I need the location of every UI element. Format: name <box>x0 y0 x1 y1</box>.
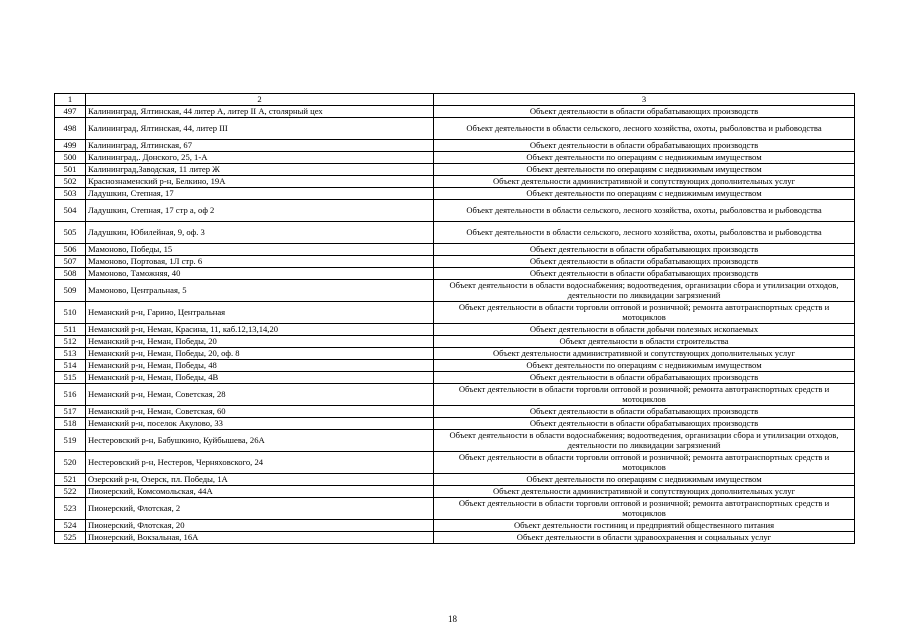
row-number: 501 <box>55 164 86 176</box>
column-header: 3 <box>434 94 855 106</box>
row-address: Неманский р-н, Гарино, Центральная <box>86 302 434 324</box>
table-row <box>55 164 855 176</box>
table-row <box>55 200 855 222</box>
row-number: 498 <box>55 118 86 140</box>
row-number: 512 <box>55 336 86 348</box>
row-activity: Объект деятельности в области сельского, лесного хозяйства, охоты, рыболовства и рыбоводства <box>434 200 855 222</box>
row-address: Калининград, Ялтинская, 44 литер А, литер II А, столярный цех <box>86 106 434 118</box>
row-number: 506 <box>55 244 86 256</box>
row-activity: Объект деятельности в области обрабатывающих производств <box>434 418 855 430</box>
row-address: Пионерский, Комсомольская, 44А <box>86 486 434 498</box>
row-activity: Объект деятельности по операциям с недвижимым имуществом <box>434 188 855 200</box>
column-header: 2 <box>86 94 434 106</box>
table-row <box>55 324 855 336</box>
row-address: Краснознаменский р-н, Белкино, 19А <box>86 176 434 188</box>
row-number: 503 <box>55 188 86 200</box>
table-row <box>55 302 855 324</box>
row-activity: Объект деятельности в области сельского, лесного хозяйства, охоты, рыболовства и рыбоводства <box>434 222 855 244</box>
table-row <box>55 268 855 280</box>
row-activity: Объект деятельности в области сельского, лесного хозяйства, охоты, рыболовства и рыбоводства <box>434 118 855 140</box>
row-number: 509 <box>55 280 86 302</box>
row-activity: Объект деятельности в области обрабатывающих производств <box>434 244 855 256</box>
table-row <box>55 406 855 418</box>
row-number: 513 <box>55 348 86 360</box>
row-number: 525 <box>55 532 86 544</box>
row-number: 508 <box>55 268 86 280</box>
row-activity: Объект деятельности в области обрабатывающих производств <box>434 372 855 384</box>
row-activity: Объект деятельности в области торговли оптовой и розничной; ремонта автотранспортных средств и мотоциклов <box>434 498 855 520</box>
row-activity: Объект деятельности в области торговли оптовой и розничной; ремонта автотранспортных средств и мотоциклов <box>434 384 855 406</box>
row-number: 517 <box>55 406 86 418</box>
row-number: 514 <box>55 360 86 372</box>
table-row <box>55 280 855 302</box>
table-row <box>55 152 855 164</box>
row-number: 520 <box>55 452 86 474</box>
row-address: Мамоново, Портовая, 1Л стр. 6 <box>86 256 434 268</box>
row-number: 500 <box>55 152 86 164</box>
row-number: 521 <box>55 474 86 486</box>
row-address: Неманский р-н, Неман, Победы, 20, оф. 8 <box>86 348 434 360</box>
row-address: Мамоново, Центральная, 5 <box>86 280 434 302</box>
row-activity: Объект деятельности в области обрабатывающих производств <box>434 406 855 418</box>
row-address: Калининград,. Донского, 25, 1-А <box>86 152 434 164</box>
row-number: 522 <box>55 486 86 498</box>
table-row <box>55 188 855 200</box>
table-row <box>55 384 855 406</box>
row-address: Неманский р-н, Неман, Советская, 28 <box>86 384 434 406</box>
row-number: 516 <box>55 384 86 406</box>
row-address: Ладушкин, Степная, 17 <box>86 188 434 200</box>
table-row <box>55 486 855 498</box>
table-row <box>55 106 855 118</box>
row-number: 515 <box>55 372 86 384</box>
table-row <box>55 222 855 244</box>
row-address: Пионерский, Флотская, 2 <box>86 498 434 520</box>
table-row <box>55 430 855 452</box>
row-address: Нестеровский р-н, Бабушкино, Куйбышева, 26А <box>86 430 434 452</box>
row-number: 519 <box>55 430 86 452</box>
row-activity: Объект деятельности по операциям с недвижимым имуществом <box>434 164 855 176</box>
table-row <box>55 140 855 152</box>
row-activity: Объект деятельности в области строительства <box>434 336 855 348</box>
table-row <box>55 336 855 348</box>
row-number: 507 <box>55 256 86 268</box>
row-activity: Объект деятельности по операциям с недвижимым имуществом <box>434 152 855 164</box>
row-number: 497 <box>55 106 86 118</box>
row-address: Неманский р-н, поселок Акулово, 33 <box>86 418 434 430</box>
row-activity: Объект деятельности в области торговли оптовой и розничной; ремонта автотранспортных средств и мотоциклов <box>434 452 855 474</box>
row-number: 505 <box>55 222 86 244</box>
table-row <box>55 256 855 268</box>
row-address: Пионерский, Вокзальная, 16А <box>86 532 434 544</box>
row-number: 504 <box>55 200 86 222</box>
column-header: 1 <box>55 94 86 106</box>
row-address: Калининград, Ялтинская, 44, литер III <box>86 118 434 140</box>
row-activity: Объект деятельности в области обрабатывающих производств <box>434 256 855 268</box>
row-address: Неманский р-н, Неман, Победы, 4В <box>86 372 434 384</box>
row-address: Неманский р-н, Неман, Победы, 20 <box>86 336 434 348</box>
row-address: Озерский р-н, Озерск, пл. Победы, 1А <box>86 474 434 486</box>
row-number: 502 <box>55 176 86 188</box>
row-activity: Объект деятельности административной и сопутствующих дополнительных услуг <box>434 348 855 360</box>
row-address: Нестеровский р-н, Нестеров, Черняховского, 24 <box>86 452 434 474</box>
table-row <box>55 474 855 486</box>
row-address: Ладушкин, Юбилейная, 9, оф. 3 <box>86 222 434 244</box>
row-address: Неманский р-н, Неман, Победы, 48 <box>86 360 434 372</box>
row-activity: Объект деятельности гостиниц и предприятий общественного питания <box>434 520 855 532</box>
table-row <box>55 418 855 430</box>
row-address: Ладушкин, Степная, 17 стр а, оф 2 <box>86 200 434 222</box>
row-activity: Объект деятельности в области добычи полезных ископаемых <box>434 324 855 336</box>
objects-table <box>54 93 855 544</box>
row-address: Пионерский, Флотская, 20 <box>86 520 434 532</box>
row-activity: Объект деятельности в области обрабатывающих производств <box>434 106 855 118</box>
table-row <box>55 452 855 474</box>
table-row <box>55 118 855 140</box>
table-row <box>55 244 855 256</box>
row-number: 510 <box>55 302 86 324</box>
row-number: 518 <box>55 418 86 430</box>
table-row <box>55 372 855 384</box>
row-activity: Объект деятельности административной и сопутствующих дополнительных услуг <box>434 486 855 498</box>
table-row <box>55 360 855 372</box>
table-row <box>55 520 855 532</box>
row-activity: Объект деятельности по операциям с недвижимым имуществом <box>434 360 855 372</box>
page-number: 18 <box>448 614 457 624</box>
table-row <box>55 532 855 544</box>
row-activity: Объект деятельности в области водоснабжения; водоотведения, организации сбора и утилизации отходов, деятельности по ликвидации загрязнений <box>434 280 855 302</box>
row-address: Калининград,Заводская, 11 литер Ж <box>86 164 434 176</box>
row-address: Калининград, Ялтинская, 67 <box>86 140 434 152</box>
row-address: Неманский р-н, Неман, Красина, 11, каб.12,13,14,20 <box>86 324 434 336</box>
row-activity: Объект деятельности в области обрабатывающих производств <box>434 140 855 152</box>
table-row <box>55 176 855 188</box>
row-number: 511 <box>55 324 86 336</box>
row-activity: Объект деятельности в области торговли оптовой и розничной; ремонта автотранспортных средств и мотоциклов <box>434 302 855 324</box>
row-number: 523 <box>55 498 86 520</box>
document-page <box>54 93 854 544</box>
row-activity: Объект деятельности по операциям с недвижимым имуществом <box>434 474 855 486</box>
row-activity: Объект деятельности в области водоснабжения; водоотведения, организации сбора и утилизации отходов, деятельности по ликвидации загрязнений <box>434 430 855 452</box>
row-activity: Объект деятельности в области здравоохранения и социальных услуг <box>434 532 855 544</box>
row-activity: Объект деятельности в области обрабатывающих производств <box>434 268 855 280</box>
row-address: Мамоново, Таможняя, 40 <box>86 268 434 280</box>
table-body <box>55 106 855 544</box>
row-number: 524 <box>55 520 86 532</box>
row-address: Неманский р-н, Неман, Советская, 60 <box>86 406 434 418</box>
row-number: 499 <box>55 140 86 152</box>
table-row <box>55 498 855 520</box>
row-address: Мамоново, Победы, 15 <box>86 244 434 256</box>
row-activity: Объект деятельности административной и сопутствующих дополнительных услуг <box>434 176 855 188</box>
table-header-row <box>55 94 855 106</box>
table-row <box>55 348 855 360</box>
